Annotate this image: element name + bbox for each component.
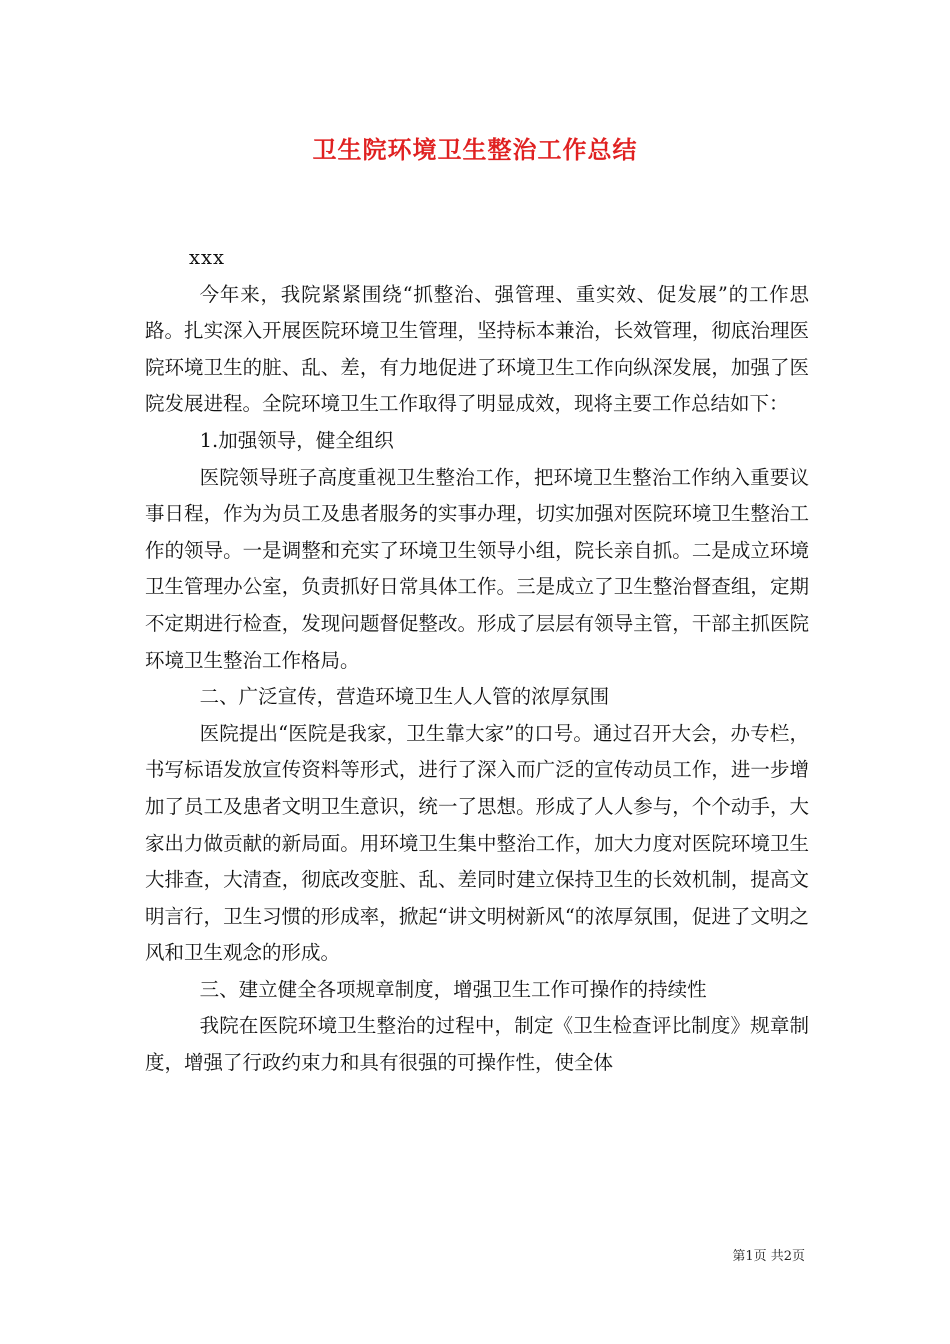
- document-title: 卫生院环境卫生整治工作总结: [312, 135, 638, 164]
- paragraph-section-1: 医院领导班子高度重视卫生整治工作，把环境卫生整治工作纳入重要议事日程，作为为员工及患者服务的实事办理，切实加强对医院环境卫生整治工作的领导。一是调整和充实了环境卫生领导小组，院长亲自抓。二是成立环境卫生管理办公室，负责抓好日常具体工作。三是成立了卫生整治督查组，定期不定期进行检查，发现问题督促整改。形成了层层有领导主管，干部主抓医院环境卫生整治工作格局。: [145, 465, 809, 672]
- paragraph-section-3: 我院在医院环境卫生整治的过程中，制定《卫生检查评比制度》规章制度，增强了行政约束力和具有很强的可操作性，使全体: [145, 1014, 809, 1075]
- author-line: xxx: [189, 246, 225, 269]
- document-body: [145, 240, 809, 1082]
- section-heading-1: 1.加强领导，健全组织: [199, 428, 394, 452]
- page-number: 第1页 共2页: [732, 1249, 805, 1264]
- section-heading-2: 二、广泛宣传，营造环境卫生人人管的浓厚氛围: [199, 685, 610, 709]
- section-heading-3: 三、建立健全各项规章制度，增强卫生工作可操作的持续性: [199, 977, 707, 1001]
- paragraph-section-2: 医院提出“医院是我家，卫生靠大家”的口号。通过召开大会，办专栏，书写标语发放宣传资料等形式，进行了深入而广泛的宣传动员工作，进一步增加了员工及患者文明卫生意识，统一了思想。形成了人人参与，个个动手，大家出力做贡献的新局面。用环境卫生集中整治工作，加大力度对医院环境卫生大排查，大清查，彻底改变脏、乱、差同时建立保持卫生的长效机制，提高文明言行，卫生习惯的形成率，掀起“讲文明树新风“的浓厚氛围，促进了文明之风和卫生观念的形成。: [145, 721, 809, 965]
- paragraph-intro: 今年来，我院紧紧围绕“抓整治、强管理、重实效、促发展”的工作思路。扎实深入开展医院环境卫生管理，坚持标本兼治，长效管理，彻底治理医院环境卫生的脏、乱、差，有力地促进了环境卫生工作向纵深发展，加强了医院发展进程。全院环境卫生工作取得了明显成效，现将主要工作总结如下：: [145, 282, 809, 416]
